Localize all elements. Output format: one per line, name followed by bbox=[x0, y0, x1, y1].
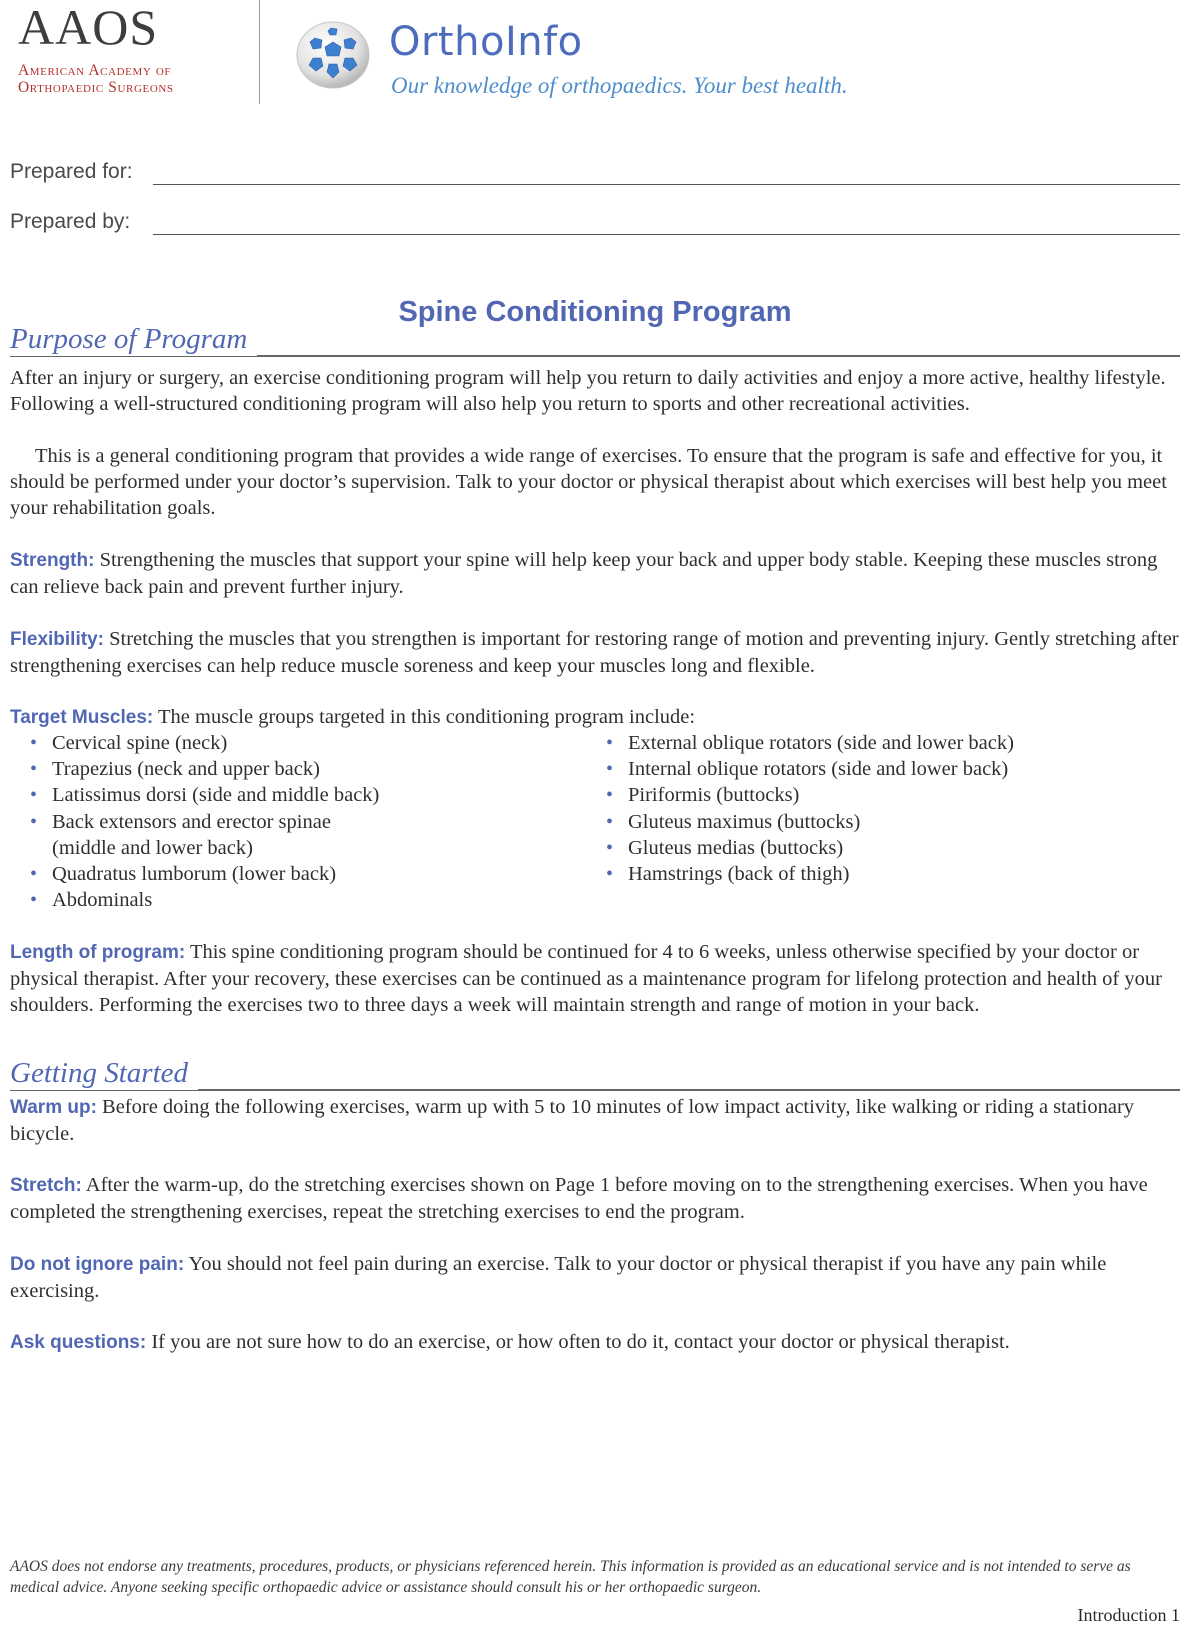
header-divider bbox=[259, 0, 260, 104]
bullet-icon: • bbox=[30, 784, 38, 807]
bullet-icon: • bbox=[30, 863, 38, 886]
list-item bbox=[10, 809, 382, 861]
purpose-paragraph-1: After an injury or surgery, an exercise conditioning program will help you return to daily activities and enjoy a more active, healthy lifestyle. Following a well-structured conditioning program will also help you return to sports and other recreational activities. bbox=[10, 367, 1166, 416]
aaos-logo-text: AAOS bbox=[18, 0, 159, 55]
list-item bbox=[586, 730, 1146, 756]
list-item bbox=[10, 756, 570, 782]
bullet-icon: • bbox=[30, 810, 38, 833]
ask-questions-text: If you are not sure how to do an exercise, or how often to do it, contact your doctor or physical therapist. bbox=[146, 1331, 1010, 1353]
list-item-text: Quadratus lumborum (lower back) bbox=[52, 863, 337, 886]
strength-text: Strengthening the muscles that support your spine will help keep your back and upper body stable. Keeping these muscles strong can relieve back pain and prevent further injury. bbox=[10, 549, 1158, 599]
aaos-logo bbox=[16, 0, 246, 106]
list-item-text: Internal oblique rotators (side and lower back) bbox=[628, 758, 1009, 781]
prepared-by-line bbox=[153, 234, 1180, 235]
muscle-list-right bbox=[586, 730, 1146, 887]
list-item-text: External oblique rotators (side and lower back) bbox=[628, 732, 1014, 754]
flexibility-paragraph bbox=[10, 626, 1182, 679]
list-item bbox=[586, 861, 1146, 887]
prepared-by-row bbox=[10, 210, 1180, 240]
list-item bbox=[10, 861, 570, 887]
length-of-program-paragraph bbox=[10, 939, 1182, 1019]
list-item-text: Cervical spine (neck) bbox=[52, 732, 228, 754]
ask-questions-lead: Ask questions: bbox=[10, 1332, 147, 1353]
list-item bbox=[586, 756, 1146, 782]
stretch-paragraph bbox=[10, 1172, 1182, 1225]
warm-up-lead: Warm up: bbox=[10, 1097, 97, 1118]
flexibility-text: Stretching the muscles that you strengthen is important for restoring range of motion and preventing injury. Gently stretching after strengthening exercises can help reduce muscle soreness and keep your muscles long and flexible. bbox=[10, 628, 1179, 678]
target-muscles-lead: Target Muscles: bbox=[10, 707, 154, 728]
target-muscles-text: The muscle groups targeted in this conditioning program include: bbox=[153, 706, 696, 728]
stretch-text: After the warm-up, do the stretching exercises shown on Page 1 before moving on to the strengthening exercises. When you have completed the strengthening exercises, repeat the stretching exercises to end the program. bbox=[10, 1174, 1148, 1224]
do-not-ignore-pain-lead: Do not ignore pain: bbox=[10, 1254, 185, 1275]
disclaimer-text: AAOS does not endorse any treatments, procedures, products, or physicians referenced herein. This information is provided as an educational service and is not intended to serve as medical advice. Anyone seeking specific orthopaedic advice or assistance should consult his or her orthopaedic surgeon. bbox=[10, 1558, 1131, 1596]
list-item bbox=[586, 782, 1146, 808]
list-item-text: Gluteus medias (buttocks) bbox=[628, 836, 844, 859]
prepared-for-line bbox=[153, 184, 1180, 185]
list-item bbox=[586, 809, 1146, 835]
list-item bbox=[586, 835, 1146, 861]
strength-paragraph bbox=[10, 547, 1182, 600]
orthoinfo-title: OrthoInfo bbox=[389, 19, 583, 65]
getting-started-heading-text: Getting Started bbox=[10, 1057, 198, 1090]
length-of-program-lead: Length of program: bbox=[10, 942, 186, 963]
orthoinfo-bone-icon bbox=[293, 20, 373, 90]
aaos-org-name-line1: American Academy of bbox=[18, 62, 172, 79]
getting-started-section-heading bbox=[10, 1057, 1180, 1095]
purpose-heading-text: Purpose of Program bbox=[10, 323, 257, 356]
bullet-icon: • bbox=[30, 889, 38, 912]
list-item bbox=[10, 730, 570, 756]
bullet-icon: • bbox=[606, 758, 614, 781]
list-item-text: Hamstrings (back of thigh) bbox=[628, 863, 850, 886]
purpose-paragraph-2: This is a general conditioning program that provides a wide range of exercises. To ensure that the program is safe and effective for you, it should be performed under your doctor’s supervision. Talk to your doctor or physical therapist about which exercises will best help you meet your rehabilitation goals. bbox=[10, 445, 1167, 520]
page-footer-label: Introduction 1 bbox=[1077, 1605, 1180, 1625]
prepared-for-label: Prepared for: bbox=[10, 160, 133, 183]
list-item-text: Back extensors and erector spinae (middle and lower back) bbox=[52, 810, 331, 859]
list-item-text: Gluteus maximus (buttocks) bbox=[628, 810, 861, 833]
warm-up-paragraph bbox=[10, 1094, 1182, 1147]
prepared-by-label: Prepared by: bbox=[10, 210, 131, 233]
do-not-ignore-pain-text: You should not feel pain during an exercise. Talk to your doctor or physical therapist if you have any pain while exercising. bbox=[10, 1253, 1107, 1303]
bullet-icon: • bbox=[606, 732, 614, 754]
purpose-section-heading bbox=[10, 323, 1180, 361]
list-item-text: Latissimus dorsi (side and middle back) bbox=[52, 784, 380, 807]
length-of-program-text: This spine conditioning program should be continued for 4 to 6 weeks, unless otherwise specified by your doctor or physical therapist. After your recovery, these exercises can be continued as a maintenance program for lifelong protection and health of your shoulders. Performing the exercises two to three days a week will maintain strength and range of motion in your back. bbox=[10, 941, 1162, 1017]
bullet-icon: • bbox=[606, 784, 614, 807]
list-item-text: Abdominals bbox=[52, 889, 153, 912]
bullet-icon: • bbox=[606, 863, 614, 886]
document-title: Spine Conditioning Program bbox=[398, 296, 792, 328]
stretch-lead: Stretch: bbox=[10, 1175, 82, 1196]
strength-lead: Strength: bbox=[10, 550, 95, 571]
list-item-text: Trapezius (neck and upper back) bbox=[52, 758, 320, 781]
list-item bbox=[10, 887, 570, 913]
do-not-ignore-pain-paragraph bbox=[10, 1251, 1182, 1304]
bullet-icon: • bbox=[30, 758, 38, 781]
aaos-org-name-line2: Orthopaedic Surgeons bbox=[18, 79, 174, 96]
orthoinfo-tagline: Our knowledge of orthopaedics. Your best health. bbox=[391, 73, 848, 98]
warm-up-text: Before doing the following exercises, warm up with 5 to 10 minutes of low impact activity, like walking or riding a stationary bicycle. bbox=[10, 1096, 1135, 1146]
muscle-list-left bbox=[10, 730, 570, 913]
target-muscles-paragraph bbox=[10, 704, 1182, 731]
bullet-icon: • bbox=[606, 836, 614, 859]
prepared-for-row bbox=[10, 160, 1180, 190]
bullet-icon: • bbox=[606, 810, 614, 833]
bullet-icon: • bbox=[30, 732, 38, 754]
list-item-text: Piriformis (buttocks) bbox=[628, 784, 800, 807]
list-item bbox=[10, 782, 570, 808]
ask-questions-paragraph bbox=[10, 1329, 1182, 1356]
flexibility-lead: Flexibility: bbox=[10, 629, 104, 650]
